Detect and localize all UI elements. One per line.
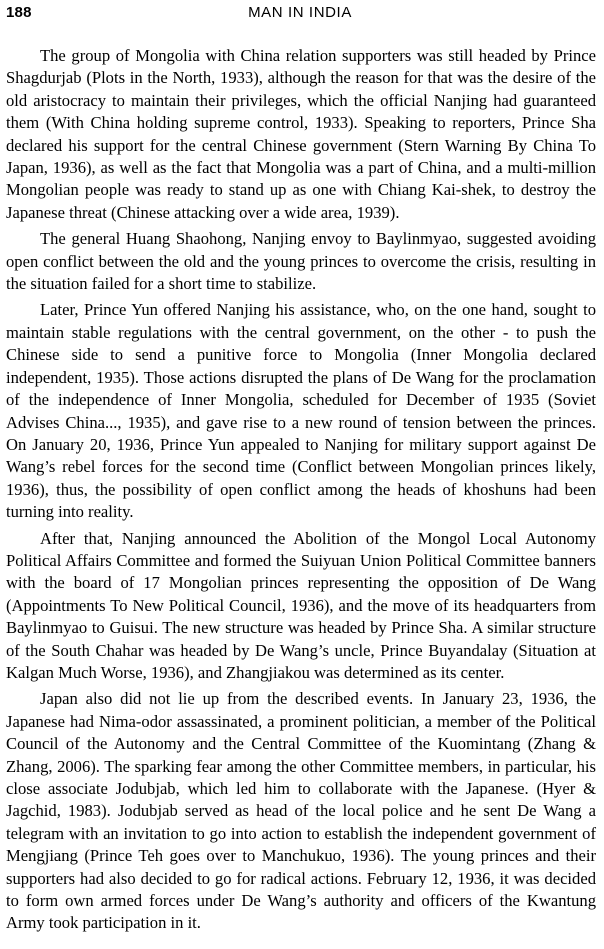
page-number: 188 — [6, 4, 32, 21]
paragraph: The general Huang Shaohong, Nanjing envoy to Baylinmyao, suggested avoiding open conflict between the old and the young princes to overcome the crisis, resulting in the situation failed for a short time to stabilize. — [6, 229, 596, 294]
page-header — [6, 4, 594, 26]
paragraph: Later, Prince Yun offered Nanjing his assistance, who, on the one hand, sought to maintain stable regulations with the central government, on the other - to push the Chinese side to send a punitive force to Mongolia (Inner Mongolia declared independent, 1935). Those actions disrupted the plans of De Wang for the proclamation of the independence of Inner Mongolia, scheduled for December of 1935 (Soviet Advises China..., 1935), and gave rise to a new round of tension between the princes. On January 20, 1936, Prince Yun appealed to Nanjing for military support against De Wang’s rebel forces for the second time (Conflict between Mongolian princes likely, 1936), thus, the possibility of open conflict among the heads of khoshuns had been turning into reality. — [6, 300, 596, 522]
paragraph: After that, Nanjing announced the Abolition of the Mongol Local Autonomy Political Affairs Committee and formed the Suiyuan Union Political Committee banners with the board of 17 Mongolian princes representing the opposition of De Wang (Appointments To New Political Council, 1936), and the move of its headquarters from Baylinmyao to Guisui. The new structure was headed by Prince Sha. A similar structure of the South Chahar was headed by De Wang’s uncle, Prince Buyandalay (Situation at Kalgan Much Worse, 1936), and Zhangjiakou was determined as its center. — [6, 528, 596, 682]
paragraph: The group of Mongolia with China relation supporters was still headed by Prince Shagdurjab (Plots in the North, 1933), although the reason for that was the desire of the old aristocracy to maintain their privileges, which the official Nanjing had guaranteed them (With China holding supreme control, 1933). Speaking to reporters, Prince Sha declared his support for the central Chinese government (Stern Warning By China To Japan, 1936), as well as the fact that Mongolia was a part of China, and a multi-million Mongolian people was ready to stand up as one with Chiang Kai-shek, to destroy the Japanese threat (Chinese attacking over a wide area, 1939). — [6, 46, 596, 222]
body-text — [6, 45, 596, 939]
paragraph: Japan also did not lie up from the described events. In January 23, 1936, the Japanese had Nima-odor assassinated, a prominent politician, a member of the Political Council of the Autonomy and the Central Committee of the Kuomintang (Zhang & Zhang, 2006). The sparking fear among the other Committee members, in particular, his close associate Jodubjab, which led him to collaborate with the Japanese. (Hyer & Jagchid, 1983). Jodubjab served as head of the local police and he sent De Wang a telegram with an invitation to go into action to establish the independent government of Mengjiang (Prince Teh goes over to Manchukuo, 1936). The young princes and their supporters had also decided to go for radical actions. February 12, 1936, it was decided to form own armed forces under De Wang’s authority and officers of the Kwantung Army took participation in it. — [6, 689, 596, 933]
running-title: MAN IN INDIA — [248, 4, 352, 21]
